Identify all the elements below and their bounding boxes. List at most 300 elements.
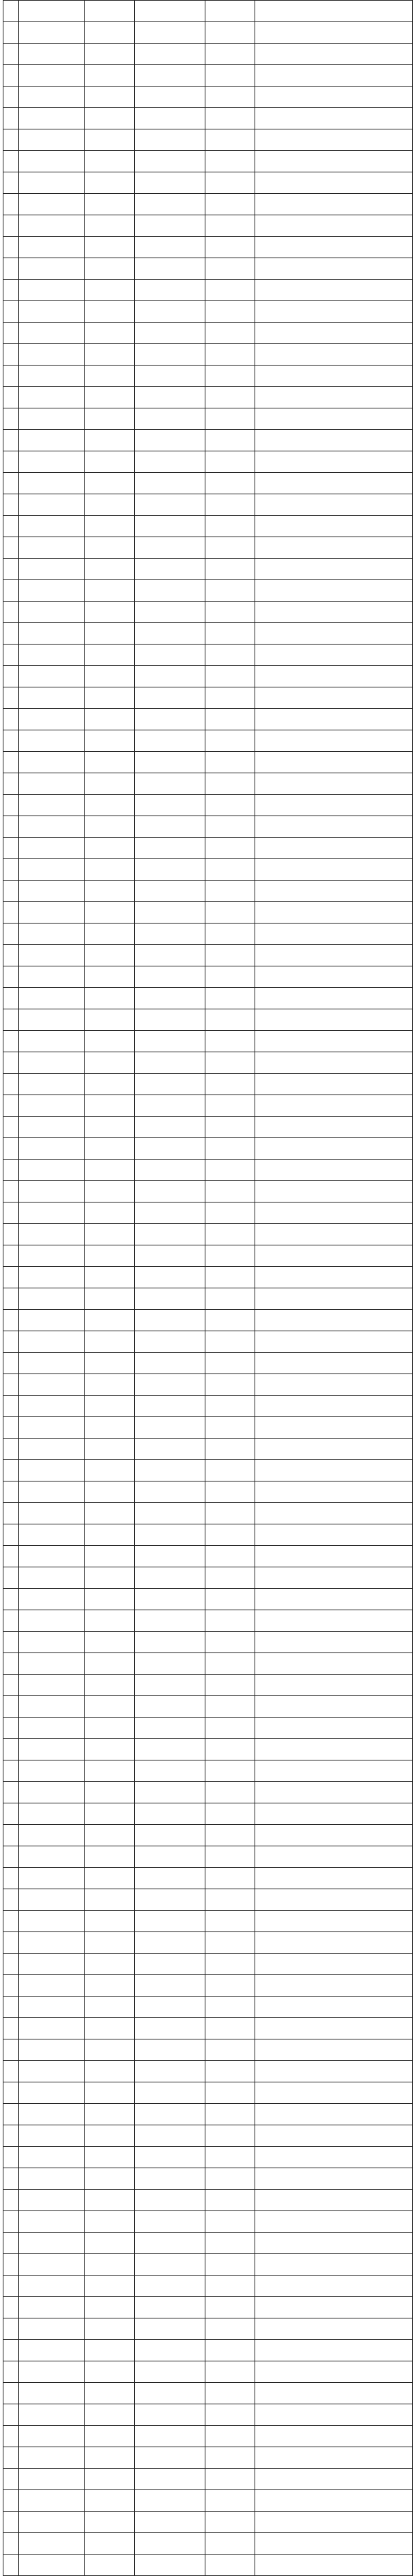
table-cell <box>85 924 135 945</box>
table-row <box>3 2404 413 2426</box>
table-cell <box>3 2147 19 2168</box>
table-row <box>3 387 413 408</box>
table-cell <box>3 1696 19 1718</box>
table-cell <box>205 451 255 473</box>
table-cell <box>255 1739 413 1760</box>
table-row <box>3 1417 413 1439</box>
table-cell <box>205 1718 255 1739</box>
table-cell <box>19 2490 85 2512</box>
table-cell <box>255 172 413 194</box>
table-cell <box>255 473 413 494</box>
table-cell <box>255 881 413 902</box>
table-row <box>3 1696 413 1718</box>
table-cell <box>19 1868 85 1889</box>
table-cell <box>85 1803 135 1825</box>
table-cell <box>19 1009 85 1031</box>
table-row <box>3 451 413 473</box>
table-cell <box>255 2490 413 2512</box>
table-cell <box>19 902 85 924</box>
table-row <box>3 237 413 258</box>
table-cell <box>135 795 205 816</box>
table-cell <box>19 2533 85 2555</box>
table-cell <box>85 108 135 129</box>
table-cell <box>255 666 413 687</box>
table-cell <box>135 1245 205 1267</box>
table-cell <box>3 44 19 65</box>
table-row <box>3 1803 413 1825</box>
table-cell <box>205 1439 255 1460</box>
table-cell <box>135 237 205 258</box>
table-cell <box>3 194 19 215</box>
table-row <box>3 537 413 559</box>
table-cell <box>205 280 255 301</box>
table-cell <box>135 1439 205 1460</box>
table-cell <box>135 645 205 666</box>
table-cell <box>3 1653 19 1675</box>
table-cell <box>19 966 85 988</box>
table-cell <box>19 1739 85 1760</box>
table-cell <box>3 2061 19 2082</box>
table-cell <box>85 902 135 924</box>
table-cell <box>205 44 255 65</box>
table-cell <box>255 602 413 623</box>
table-cell <box>135 1675 205 1696</box>
table-cell <box>135 2533 205 2555</box>
table-row <box>3 2426 413 2447</box>
table-cell <box>135 1503 205 1524</box>
table-cell <box>255 795 413 816</box>
table-cell <box>255 1696 413 1718</box>
table-cell <box>205 473 255 494</box>
table-cell <box>205 2061 255 2082</box>
table-cell <box>3 387 19 408</box>
table-cell <box>205 1610 255 1632</box>
table-cell <box>255 2168 413 2190</box>
table-cell <box>135 1567 205 1589</box>
table-cell <box>205 65 255 87</box>
table-cell <box>85 730 135 752</box>
table-cell <box>3 258 19 280</box>
table-cell <box>85 87 135 108</box>
table-cell <box>85 387 135 408</box>
table-cell <box>135 129 205 151</box>
table-cell <box>205 1181 255 1203</box>
table-cell <box>205 494 255 516</box>
table-cell <box>255 65 413 87</box>
table-cell <box>135 1331 205 1353</box>
table-row <box>3 2555 413 2576</box>
table-cell <box>85 2469 135 2490</box>
table-cell <box>135 366 205 387</box>
table-cell <box>3 1589 19 1610</box>
table-cell <box>135 1181 205 1203</box>
table-cell <box>85 194 135 215</box>
table-cell <box>135 1460 205 1481</box>
table-cell <box>255 1031 413 1052</box>
table-cell <box>19 172 85 194</box>
table-cell <box>135 2039 205 2061</box>
table-cell <box>255 1417 413 1439</box>
table-cell <box>135 2383 205 2404</box>
table-cell <box>19 1567 85 1589</box>
table-cell <box>205 988 255 1009</box>
table-cell <box>19 2426 85 2447</box>
table-row <box>3 2512 413 2533</box>
table-cell <box>85 1696 135 1718</box>
table-cell <box>19 1610 85 1632</box>
table-cell <box>3 172 19 194</box>
table-cell <box>255 1997 413 2018</box>
table-cell <box>135 2168 205 2190</box>
table-cell <box>19 2125 85 2147</box>
table-cell <box>3 1417 19 1439</box>
table-row <box>3 623 413 645</box>
table-cell <box>19 408 85 430</box>
table-cell <box>135 2125 205 2147</box>
table-cell <box>85 1567 135 1589</box>
table-row <box>3 280 413 301</box>
table-row <box>3 1954 413 1975</box>
table-cell <box>3 1760 19 1782</box>
table-cell <box>255 1503 413 1524</box>
table-cell <box>205 387 255 408</box>
table-row <box>3 1846 413 1868</box>
table-cell <box>3 1245 19 1267</box>
table-cell <box>3 1610 19 1632</box>
table-cell <box>255 559 413 580</box>
table-cell <box>135 1696 205 1718</box>
table-cell <box>85 516 135 537</box>
table-row <box>3 2383 413 2404</box>
table-cell <box>205 795 255 816</box>
table-cell <box>135 1074 205 1095</box>
table-cell <box>205 1889 255 1911</box>
table-row <box>3 752 413 773</box>
table-cell <box>3 2426 19 2447</box>
table-cell <box>255 623 413 645</box>
table-cell <box>205 2318 255 2340</box>
table-cell <box>85 537 135 559</box>
table-cell <box>135 1589 205 1610</box>
table-cell <box>135 1632 205 1653</box>
table-cell <box>135 2361 205 2383</box>
table-row <box>3 2254 413 2276</box>
table-cell <box>85 580 135 602</box>
table-cell <box>19 859 85 881</box>
table-cell <box>205 1417 255 1439</box>
table-cell <box>3 2404 19 2426</box>
table-cell <box>255 945 413 966</box>
table-cell <box>85 1267 135 1288</box>
table-cell <box>255 1009 413 1031</box>
table-cell <box>135 2276 205 2297</box>
table-cell <box>205 1954 255 1975</box>
table-row <box>3 1653 413 1675</box>
table-cell <box>205 1267 255 1288</box>
table-cell <box>135 2512 205 2533</box>
table-cell <box>205 87 255 108</box>
table-cell <box>135 730 205 752</box>
table-cell <box>135 65 205 87</box>
table-cell <box>3 2039 19 2061</box>
table-cell <box>85 645 135 666</box>
table-row <box>3 2168 413 2190</box>
table-cell <box>3 1095 19 1117</box>
table-cell <box>135 1052 205 1074</box>
table-cell <box>205 1460 255 1481</box>
table-row <box>3 129 413 151</box>
table-row <box>3 151 413 172</box>
table-row <box>3 323 413 344</box>
table-row <box>3 473 413 494</box>
table-cell <box>3 1718 19 1739</box>
table-cell <box>3 752 19 773</box>
table-cell <box>85 1460 135 1481</box>
table-cell <box>255 44 413 65</box>
table-cell <box>19 1524 85 1546</box>
table-cell <box>3 666 19 687</box>
table-cell <box>3 1353 19 1374</box>
table-cell <box>19 1589 85 1610</box>
table-cell <box>19 1675 85 1696</box>
table-cell <box>205 924 255 945</box>
table-cell <box>255 1181 413 1203</box>
table-cell <box>255 2125 413 2147</box>
table-row <box>3 881 413 902</box>
table-cell <box>19 2447 85 2469</box>
table-row <box>3 1868 413 1889</box>
table-cell <box>19 988 85 1009</box>
table-cell <box>19 2297 85 2318</box>
table-cell <box>85 408 135 430</box>
table-cell <box>205 1589 255 1610</box>
table-cell <box>85 1374 135 1396</box>
table-cell <box>19 1181 85 1203</box>
table-row <box>3 1224 413 1245</box>
table-cell <box>3 323 19 344</box>
table-cell <box>3 2447 19 2469</box>
table-cell <box>255 1224 413 1245</box>
table-cell <box>19 602 85 623</box>
table-cell <box>19 2404 85 2426</box>
table-cell <box>19 2276 85 2297</box>
table-cell <box>255 902 413 924</box>
table-cell <box>3 2168 19 2190</box>
table-cell <box>255 687 413 709</box>
table-cell <box>135 966 205 988</box>
table-cell <box>255 301 413 323</box>
table-cell <box>255 2447 413 2469</box>
table-cell <box>205 1074 255 1095</box>
table-cell <box>135 1653 205 1675</box>
table-cell <box>19 1095 85 1117</box>
table-cell <box>85 623 135 645</box>
table-cell <box>135 1825 205 1846</box>
table-cell <box>205 881 255 902</box>
table-cell <box>85 1009 135 1031</box>
table-cell <box>205 1760 255 1782</box>
table-cell <box>135 494 205 516</box>
table-cell <box>255 2512 413 2533</box>
table-cell <box>3 709 19 730</box>
table-cell <box>135 1396 205 1417</box>
table-cell <box>255 1954 413 1975</box>
table-cell <box>255 1567 413 1589</box>
table-cell <box>85 2426 135 2447</box>
table-cell <box>205 1 255 22</box>
table-cell <box>3 537 19 559</box>
table-row <box>3 1374 413 1396</box>
table-cell <box>19 2318 85 2340</box>
table-cell <box>3 1203 19 1224</box>
table-row <box>3 494 413 516</box>
table-cell <box>135 2490 205 2512</box>
table-cell <box>3 773 19 795</box>
table-cell <box>255 194 413 215</box>
table-cell <box>3 1868 19 1889</box>
table-row <box>3 1074 413 1095</box>
table-cell <box>205 194 255 215</box>
table-cell <box>3 22 19 44</box>
table-cell <box>135 2233 205 2254</box>
table-cell <box>255 1439 413 1460</box>
table-cell <box>255 1975 413 1997</box>
table-cell <box>19 87 85 108</box>
table-cell <box>135 258 205 280</box>
table-cell <box>85 2233 135 2254</box>
table-cell <box>85 1760 135 1782</box>
table-cell <box>85 1675 135 1696</box>
table-row <box>3 258 413 280</box>
table-cell <box>205 2426 255 2447</box>
table-cell <box>19 1760 85 1782</box>
table-cell <box>3 1889 19 1911</box>
table-cell <box>135 666 205 687</box>
table-cell <box>135 602 205 623</box>
table-cell <box>255 2039 413 2061</box>
table-cell <box>255 1524 413 1546</box>
table-cell <box>3 1932 19 1954</box>
table-cell <box>135 1481 205 1503</box>
table-cell <box>255 344 413 366</box>
table-row <box>3 1782 413 1803</box>
table-cell <box>205 2469 255 2490</box>
table-cell <box>3 1224 19 1245</box>
table-cell <box>3 687 19 709</box>
table-cell <box>205 237 255 258</box>
table-cell <box>205 215 255 237</box>
table-row <box>3 2125 413 2147</box>
table-cell <box>205 1739 255 1760</box>
table-cell <box>255 1932 413 1954</box>
table-cell <box>205 1803 255 1825</box>
table-cell <box>135 709 205 730</box>
table-cell <box>255 237 413 258</box>
table-cell <box>3 1567 19 1589</box>
table-cell <box>85 129 135 151</box>
table-cell <box>255 1632 413 1653</box>
table-cell <box>255 1653 413 1675</box>
table-cell <box>205 172 255 194</box>
table-cell <box>205 1052 255 1074</box>
table-cell <box>205 2211 255 2233</box>
table-cell <box>19 2190 85 2211</box>
table-cell <box>205 1288 255 1310</box>
table-row <box>3 1138 413 1160</box>
table-cell <box>85 1632 135 1653</box>
table-cell <box>135 2061 205 2082</box>
table-cell <box>19 623 85 645</box>
table-cell <box>85 709 135 730</box>
table-cell <box>135 1117 205 1138</box>
table-cell <box>3 151 19 172</box>
table-row <box>3 1117 413 1138</box>
table-cell <box>19 2383 85 2404</box>
table-cell <box>19 1846 85 1868</box>
table-cell <box>85 366 135 387</box>
table-cell <box>3 2104 19 2125</box>
table-cell <box>255 280 413 301</box>
table-cell <box>255 816 413 838</box>
table-row <box>3 645 413 666</box>
table-row <box>3 709 413 730</box>
table-cell <box>19 22 85 44</box>
table-cell <box>19 2147 85 2168</box>
table-cell <box>255 2404 413 2426</box>
table-cell <box>85 237 135 258</box>
table-row <box>3 773 413 795</box>
table-cell <box>3 1739 19 1760</box>
table-cell <box>255 1911 413 1932</box>
table-cell <box>19 2018 85 2039</box>
table-cell <box>255 494 413 516</box>
table-cell <box>3 2512 19 2533</box>
table-cell <box>19 2512 85 2533</box>
table-cell <box>85 1181 135 1203</box>
table-cell <box>255 2061 413 2082</box>
table-cell <box>135 1803 205 1825</box>
table-cell <box>205 773 255 795</box>
table-row <box>3 65 413 87</box>
table-cell <box>85 2555 135 2576</box>
table-cell <box>85 2211 135 2233</box>
table-cell <box>3 1460 19 1481</box>
table-cell <box>205 2104 255 2125</box>
table-row <box>3 408 413 430</box>
table-cell <box>19 709 85 730</box>
table-cell <box>205 2233 255 2254</box>
table-cell <box>3 2254 19 2276</box>
table-cell <box>135 2254 205 2276</box>
table-cell <box>135 1160 205 1181</box>
table-row <box>3 1331 413 1353</box>
table-cell <box>135 1 205 22</box>
table-cell <box>19 773 85 795</box>
table-cell <box>135 1310 205 1331</box>
table-row <box>3 1481 413 1503</box>
table-cell <box>19 2104 85 2125</box>
table-cell <box>255 2318 413 2340</box>
table-row <box>3 2318 413 2340</box>
table-cell <box>85 1503 135 1524</box>
table-cell <box>19 924 85 945</box>
table-cell <box>3 1503 19 1524</box>
table-cell <box>135 1868 205 1889</box>
table-cell <box>205 1160 255 1181</box>
table-cell <box>3 1374 19 1396</box>
table-cell <box>19 237 85 258</box>
table-cell <box>255 1052 413 1074</box>
